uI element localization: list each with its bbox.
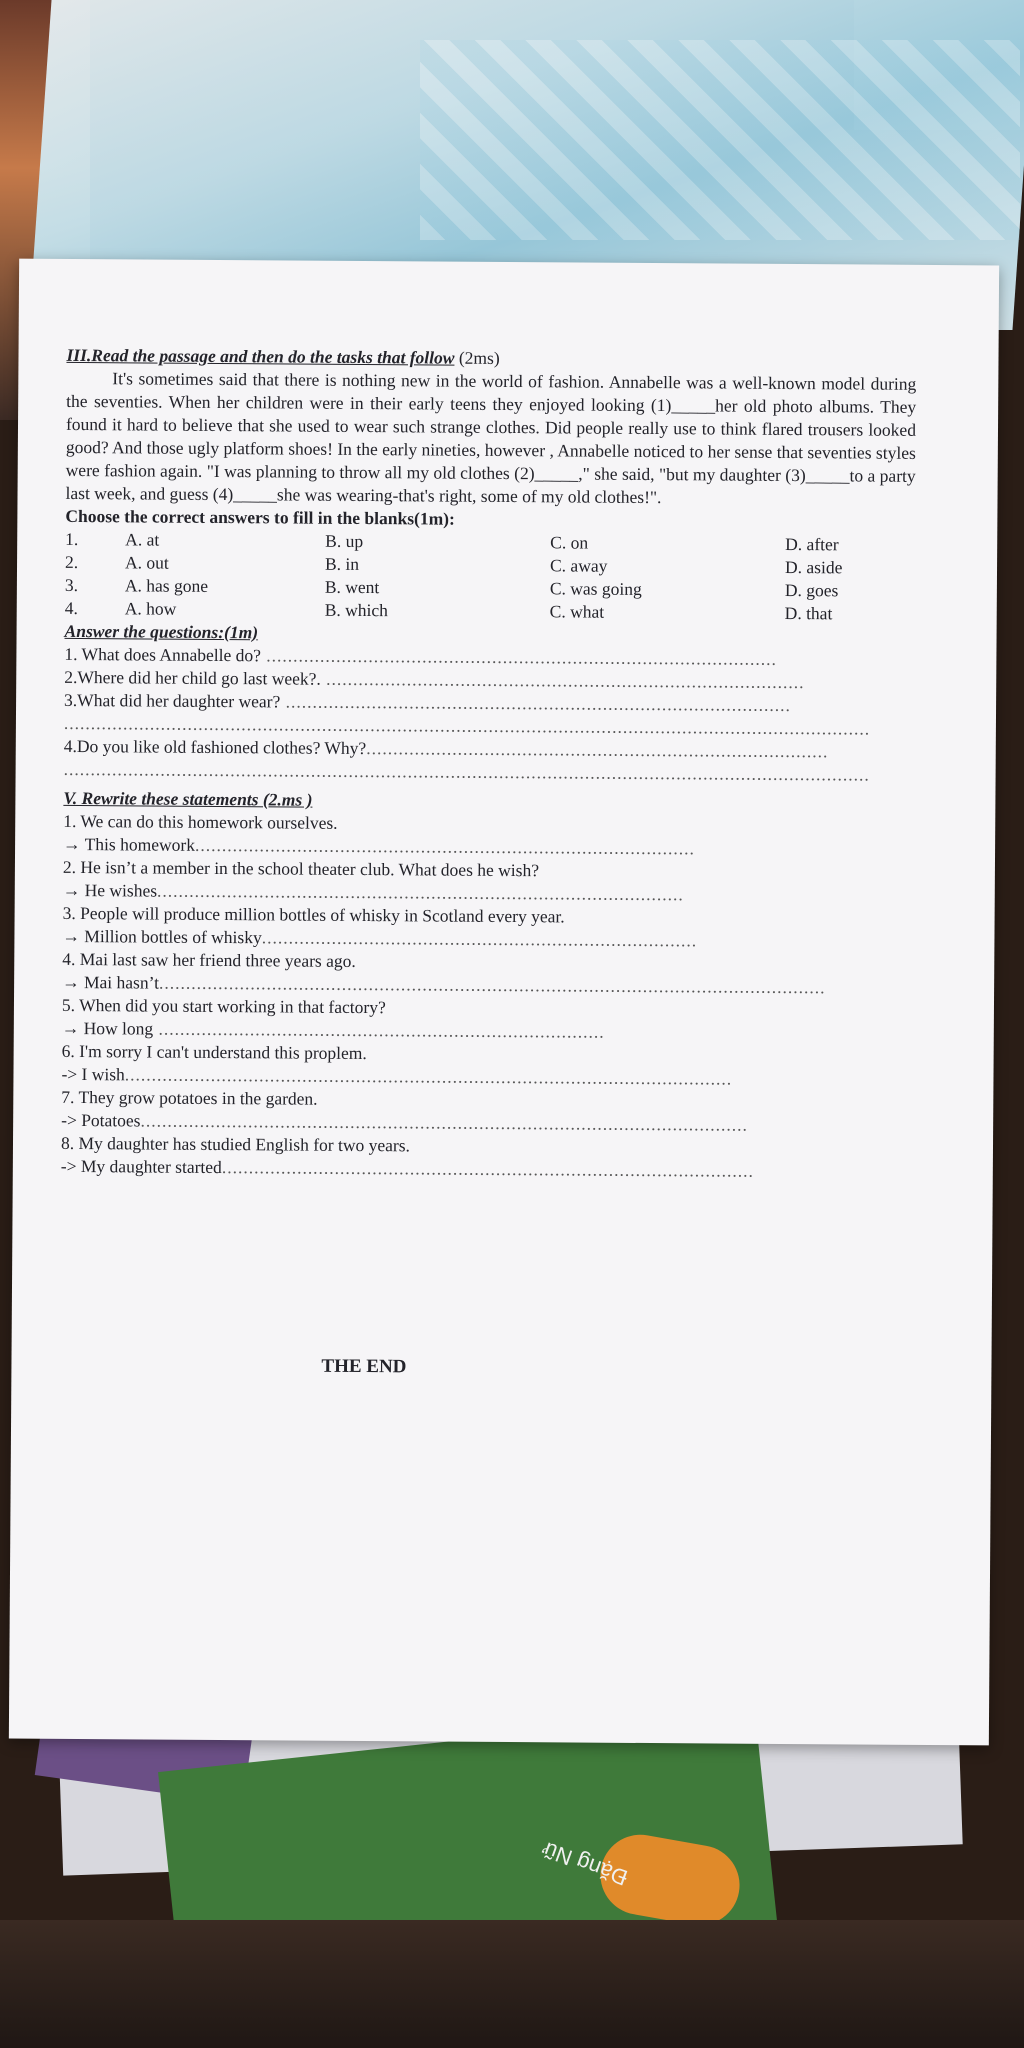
dark-table-bottom — [0, 1920, 1024, 2048]
option-a: A. how — [124, 598, 177, 619]
option-b: B. in — [324, 553, 360, 574]
rewrite-answer: -> I wish................................................................................................................. — [61, 1063, 733, 1089]
answer-heading: Answer the questions:(1m) — [64, 620, 259, 643]
rewrite-answer: → This homework............................................................................................. — [63, 833, 695, 859]
option-a: A. at — [125, 529, 160, 550]
answer-line-4: ...................................................................................................................................................... — [63, 758, 870, 785]
option-d: D. goes — [784, 579, 839, 601]
question-4: 4.Do you like old fashioned clothes? Why?...................................................................................... — [63, 735, 829, 762]
option-d: D. that — [784, 602, 833, 624]
rewrite-question: 4. Mai last saw her friend three years ago. — [62, 948, 356, 971]
rewrite-item-3 — [62, 902, 912, 954]
option-c: C. away — [549, 555, 608, 576]
option-c: C. on — [550, 532, 589, 553]
exam-content — [61, 344, 917, 1184]
rewrite-answer: → Mai hasn’t............................................................................................................................ — [62, 971, 826, 998]
question-2: 2.Where did her child go last week?. ......................................................................................... — [64, 666, 805, 693]
option-a: A. out — [124, 552, 169, 573]
rewrite-question: 6. I'm sorry I can't understand this proplem. — [61, 1040, 367, 1064]
section5-heading: V. Rewrite these statements (2.ms ) — [63, 787, 313, 810]
book-spine-text: Đặng Nữ — [538, 1836, 631, 1891]
rewrite-question: 8. My daughter has studied English for two years. — [60, 1132, 411, 1156]
rewrite-question: 7. They grow potatoes in the garden. — [61, 1086, 318, 1109]
the-end-label: THE END — [321, 1355, 407, 1378]
rewrite-answer: → Million bottles of whisky................................................................................. — [62, 925, 698, 951]
option-number: 1. — [65, 528, 79, 550]
option-c: C. was going — [549, 578, 642, 599]
option-b: B. went — [324, 576, 380, 598]
rewrite-item-8 — [61, 1132, 911, 1184]
option-number: 2. — [64, 551, 79, 573]
rewrite-item-4 — [62, 948, 912, 1000]
choose-heading: Choose the correct answers to fill in the blanks(1m): — [65, 505, 455, 529]
exam-paper — [9, 259, 999, 1746]
option-a: A. has gone — [124, 575, 209, 596]
question-3: 3.What did her daughter wear? .............................................................................................. — [64, 689, 792, 715]
answer-line-3: ...................................................................................................................................................... — [63, 712, 871, 739]
section3-points: (2ms) — [458, 347, 500, 368]
rewrite-item-2 — [63, 856, 913, 908]
plastic-folder-texture — [420, 40, 1020, 240]
option-b: B. up — [325, 530, 364, 552]
rewrite-answer: -> Potatoes................................................................................................................. — [61, 1109, 748, 1135]
rewrite-item-6 — [61, 1040, 911, 1092]
question-1: 1. What does Annabelle do? ............................................................................................... — [64, 643, 777, 669]
rewrite-question: 1. We can do this homework ourselves. — [63, 810, 338, 833]
option-b: B. which — [324, 599, 389, 621]
rewrite-question: 5. When did you start working in that factory? — [61, 994, 386, 1018]
rewrite-question: 3. People will produce million bottles of whisky in Scotland every year. — [62, 902, 565, 927]
rewrite-answer: -> My daughter started................................................................................................... — [60, 1155, 755, 1181]
rewrite-question: 2. He isn’t a member in the school theater club. What does he wish? — [62, 856, 540, 881]
rewrite-item-7 — [61, 1086, 911, 1138]
rewrite-item-1 — [63, 810, 913, 862]
rewrite-item-5 — [62, 994, 912, 1046]
option-d: D. after — [785, 533, 839, 555]
reading-passage: It's sometimes said that there is nothing new in the world of fashion. Annabelle was a well-known model during the seventies. When her children were in their early teens they enjoyed looking (1)_____her old photo albums. They found it hard to believe that she used to wear such strange clothes. Did people really use to think flared trousers looked good? And those ugly platform shoes! In the early nineties, however , Annabelle noticed to her sense that seventies styles were fashion again. "I was planning to throw all my old clothes (2)_____," she said, "but my daughter (3)_____to a party last week, and guess (4)_____she was wearing-that's right, some of my old clothes!". — [65, 368, 917, 508]
rewrite-answer: → He wishes.................................................................................................. — [62, 879, 684, 905]
option-number: 3. — [64, 574, 79, 596]
section3-heading: III.Read the passage and then do the tasks that follow — [66, 344, 455, 368]
option-c: C. what — [549, 601, 605, 622]
option-number: 4. — [64, 597, 78, 619]
rewrite-answer: → How long ................................................................................... — [61, 1017, 605, 1042]
option-d: D. aside — [784, 556, 843, 578]
